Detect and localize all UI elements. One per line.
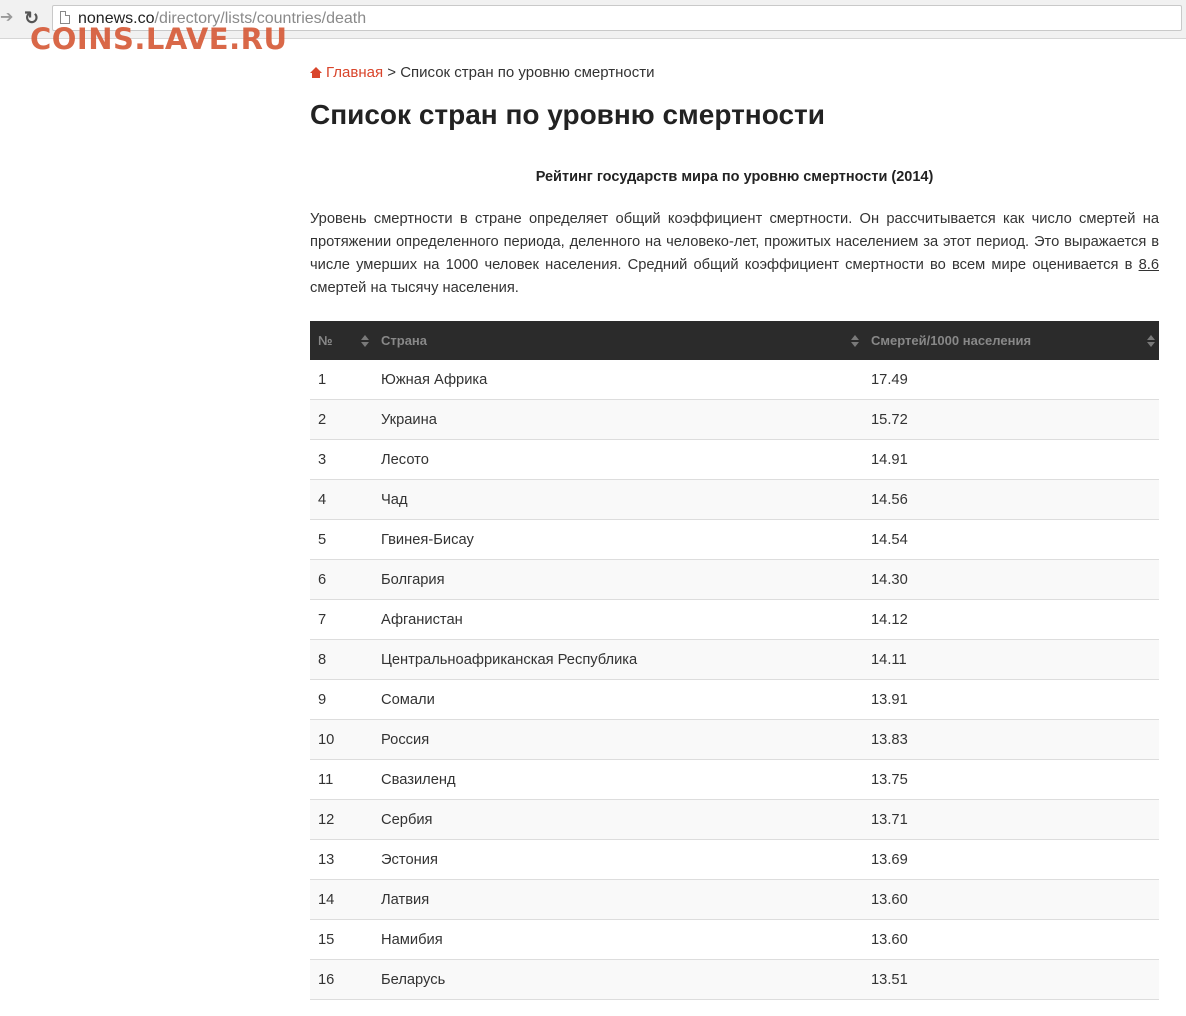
table-body: [310, 360, 1159, 1000]
cell-country: Афганистан: [373, 600, 863, 640]
cell-rate: 13.91: [863, 680, 1159, 720]
table-row: [310, 800, 1159, 840]
cell-rank: 9: [310, 680, 373, 720]
table-row: [310, 400, 1159, 440]
watermark: COINS.LAVE.RU: [30, 22, 288, 56]
table-row: [310, 920, 1159, 960]
cell-rank: 11: [310, 760, 373, 800]
reload-icon[interactable]: ↻: [24, 8, 40, 28]
breadcrumb-current: Список стран по уровню смертности: [400, 64, 655, 81]
cell-rank: 10: [310, 720, 373, 760]
cell-country: Свазиленд: [373, 760, 863, 800]
sort-icon: [361, 335, 369, 347]
cell-rank: 4: [310, 480, 373, 520]
table-header-row: [310, 321, 1159, 360]
cell-rank: 12: [310, 800, 373, 840]
cell-country: Латвия: [373, 880, 863, 920]
cell-rate: 13.51: [863, 960, 1159, 1000]
cell-country: Намибия: [373, 920, 863, 960]
cell-rate: 14.91: [863, 440, 1159, 480]
table-row: [310, 520, 1159, 560]
death-rate-table: [310, 321, 1159, 1000]
cell-country: Беларусь: [373, 960, 863, 1000]
cell-country: Эстония: [373, 840, 863, 880]
column-header-country-label: Страна: [381, 333, 428, 348]
cell-rank: 7: [310, 600, 373, 640]
cell-rate: 15.72: [863, 400, 1159, 440]
table-row: [310, 640, 1159, 680]
cell-rate: 13.75: [863, 760, 1159, 800]
column-header-number[interactable]: [310, 321, 373, 360]
cell-rate: 17.49: [863, 360, 1159, 400]
table-row: [310, 880, 1159, 920]
cell-rank: 6: [310, 560, 373, 600]
cell-rate: 14.30: [863, 560, 1159, 600]
home-icon: [310, 67, 322, 78]
table-row: [310, 560, 1159, 600]
cell-rank: 5: [310, 520, 373, 560]
table-row: [310, 440, 1159, 480]
cell-rank: 3: [310, 440, 373, 480]
forward-arrow-icon[interactable]: ➔: [0, 9, 14, 26]
cell-rate: 14.12: [863, 600, 1159, 640]
cell-rank: 8: [310, 640, 373, 680]
cell-rate: 13.83: [863, 720, 1159, 760]
intro-text-after: смертей на тысячу населения.: [310, 280, 519, 296]
cell-country: Южная Африка: [373, 360, 863, 400]
cell-rate: 13.69: [863, 840, 1159, 880]
sort-icon: [1147, 335, 1155, 347]
table-row: [310, 680, 1159, 720]
cell-rank: 15: [310, 920, 373, 960]
table-caption: Рейтинг государств мира по уровню смертности (2014): [535, 169, 934, 185]
column-header-country[interactable]: [373, 321, 863, 360]
url-host: nonews.co: [78, 10, 155, 27]
cell-country: Сербия: [373, 800, 863, 840]
table-row: [310, 960, 1159, 1000]
cell-country: Сомали: [373, 680, 863, 720]
intro-paragraph: [310, 208, 1159, 300]
page-title: Список стран по уровню смертности: [310, 99, 825, 130]
cell-rank: 14: [310, 880, 373, 920]
intro-text-before: Уровень смертности в стране определяет общий коэффициент смертности. Он рассчитывается как число смертей на протяжении определенного периода, деленного на человеко-лет, прожитых населением за этот период. Это выражается в числе умерших на 1000 человек населения. Средний общий коэффициент смертности во всем мире оценивается в: [310, 211, 1159, 273]
breadcrumb-home-label: Главная: [326, 64, 384, 81]
cell-rate: 14.56: [863, 480, 1159, 520]
table-row: [310, 840, 1159, 880]
cell-rate: 13.71: [863, 800, 1159, 840]
cell-rank: 1: [310, 360, 373, 400]
cell-rank: 2: [310, 400, 373, 440]
cell-country: Гвинея-Бисау: [373, 520, 863, 560]
cell-country: Лесото: [373, 440, 863, 480]
cell-rank: 13: [310, 840, 373, 880]
table-row: [310, 480, 1159, 520]
average-rate-value: 8.6: [1138, 257, 1159, 273]
url-path: /directory/lists/countries/death: [154, 10, 367, 27]
sort-icon: [851, 335, 859, 347]
cell-country: Россия: [373, 720, 863, 760]
breadcrumb-separator: >: [387, 64, 397, 81]
table-row: [310, 760, 1159, 800]
cell-country: Украина: [373, 400, 863, 440]
cell-rate: 13.60: [863, 880, 1159, 920]
cell-rank: 16: [310, 960, 373, 1000]
table-row: [310, 360, 1159, 400]
cell-rate: 14.54: [863, 520, 1159, 560]
cell-rate: 13.60: [863, 920, 1159, 960]
cell-country: Чад: [373, 480, 863, 520]
column-header-number-label: №: [318, 333, 333, 348]
column-header-rate[interactable]: [863, 321, 1159, 360]
cell-country: Центральноафриканская Республика: [373, 640, 863, 680]
breadcrumb-home-link[interactable]: [310, 64, 387, 81]
cell-country: Болгария: [373, 560, 863, 600]
table-row: [310, 720, 1159, 760]
cell-rate: 14.11: [863, 640, 1159, 680]
breadcrumb: [310, 64, 655, 82]
column-header-rate-label: Смертей/1000 населения: [871, 333, 1032, 348]
table-row: [310, 600, 1159, 640]
